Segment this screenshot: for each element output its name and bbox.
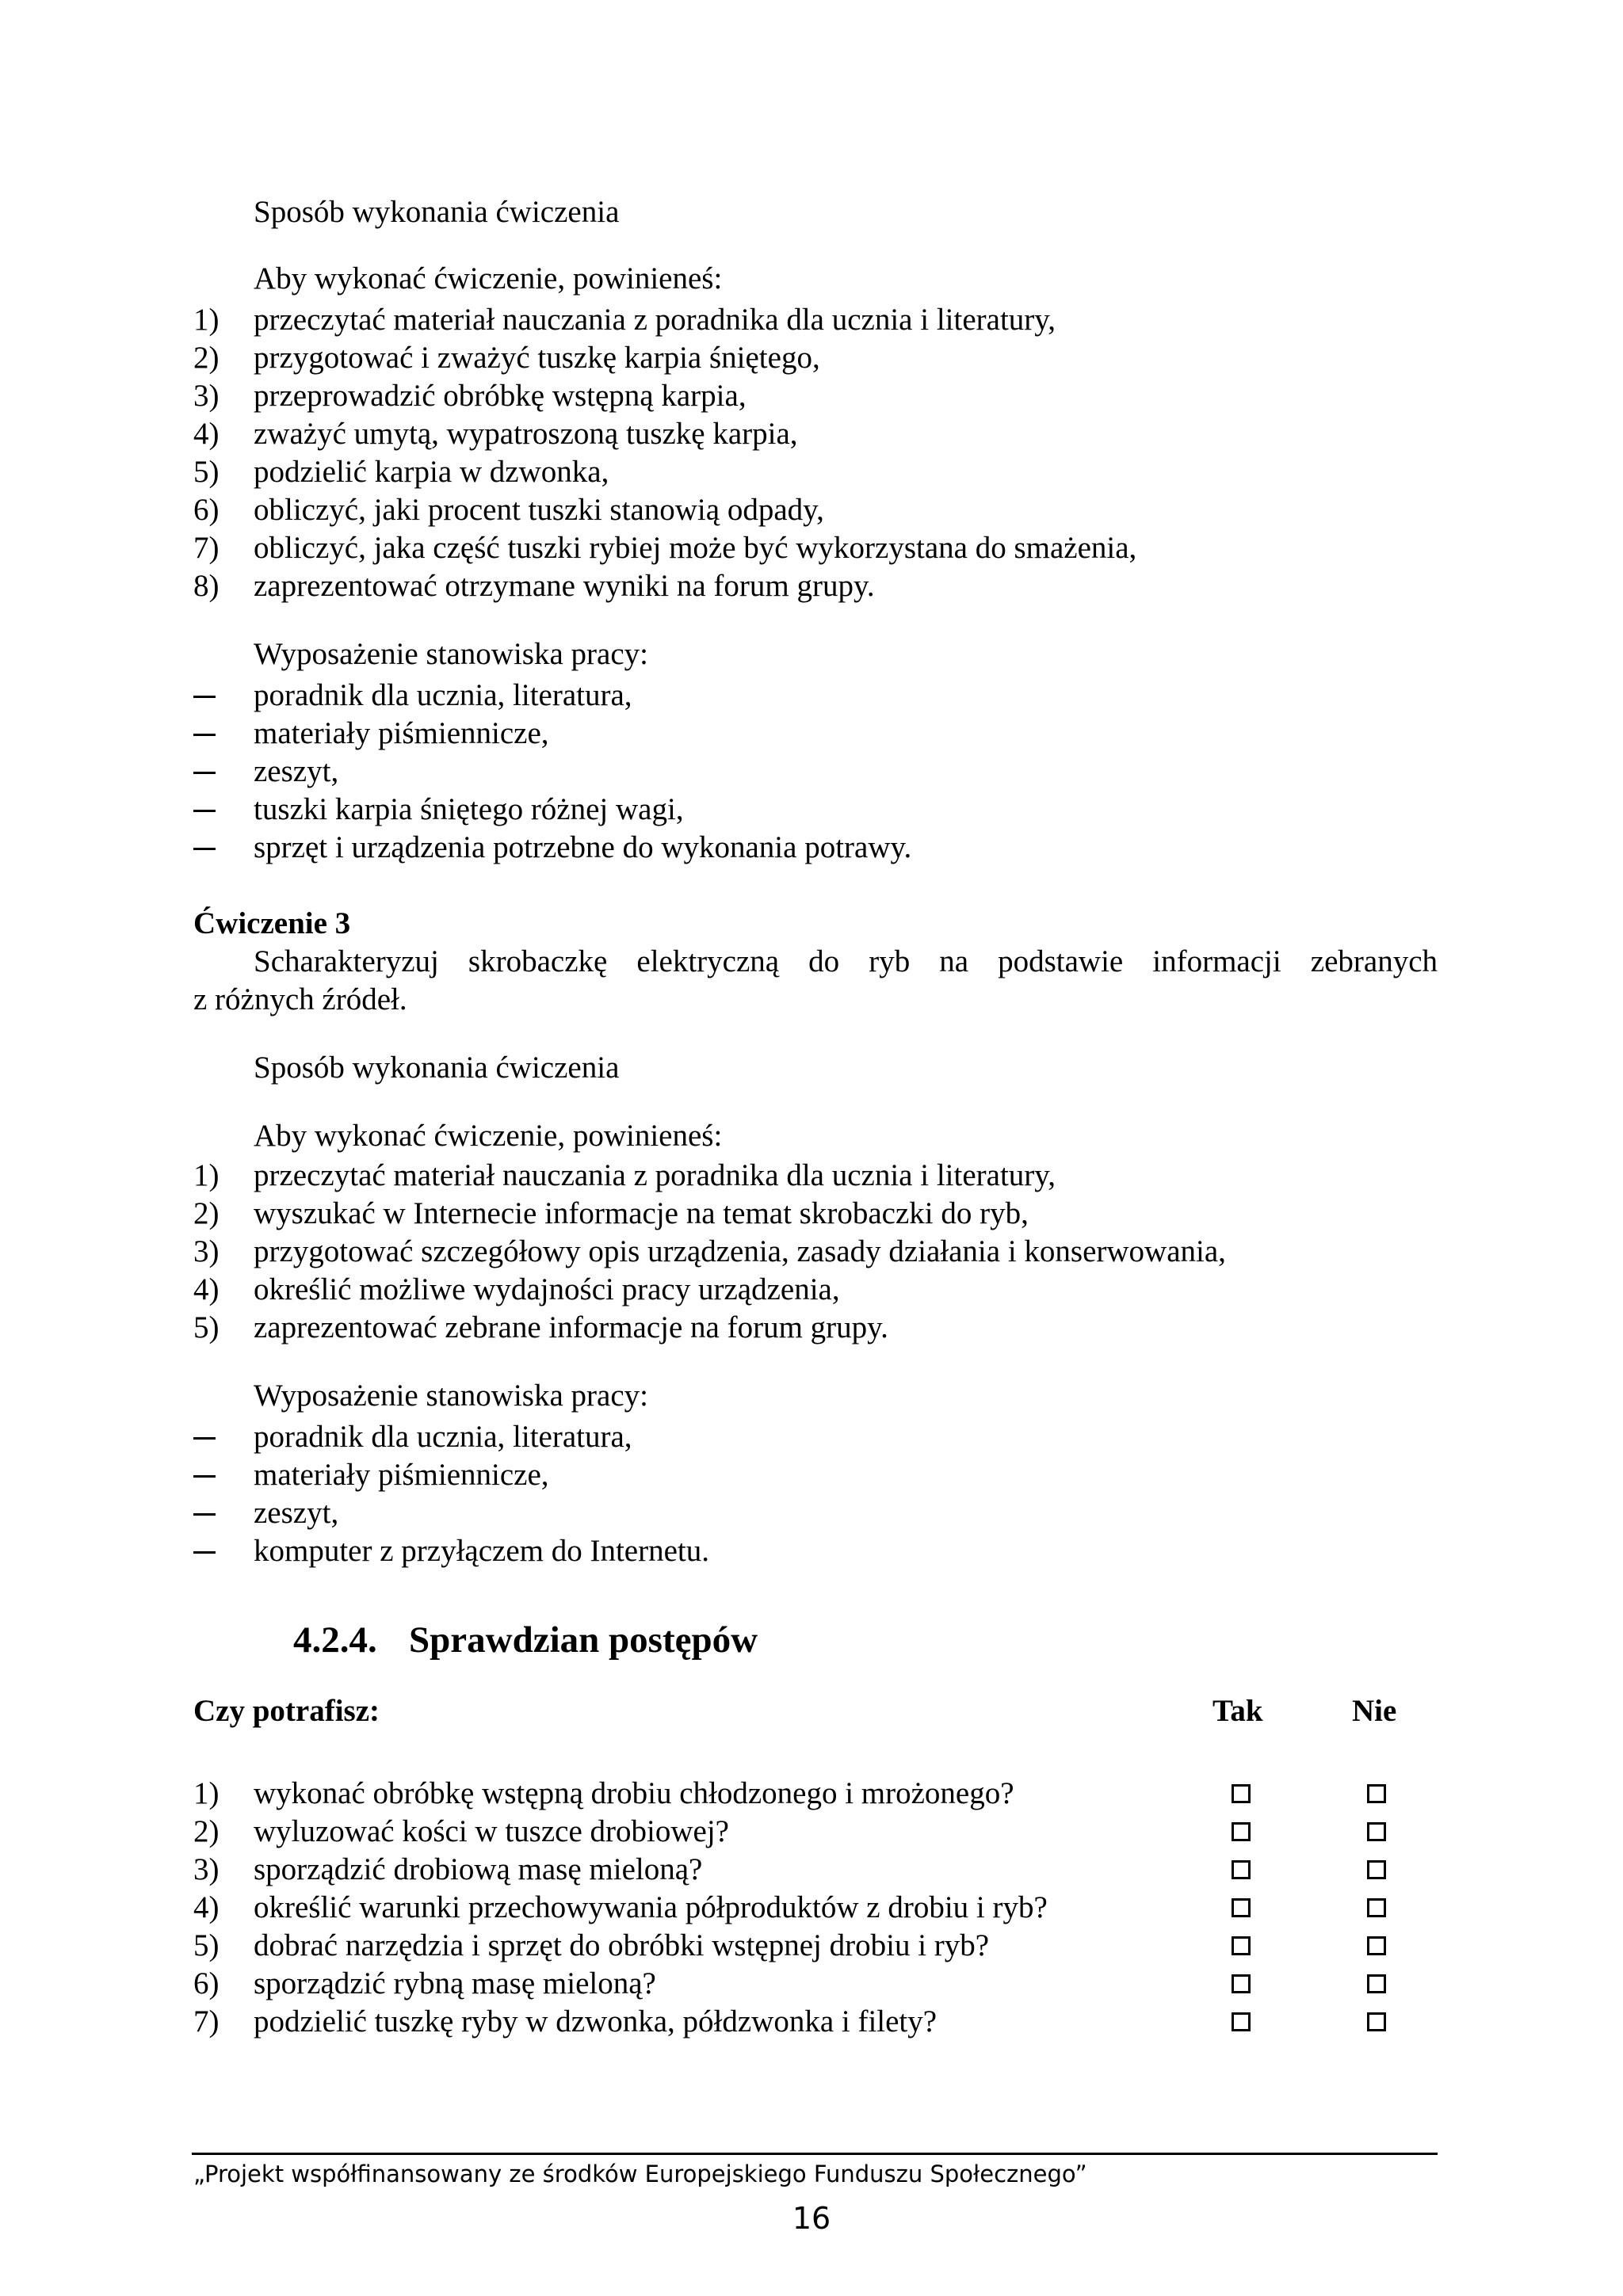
question-text: określić warunki przechowywania półproduktów z drobiu i ryb? <box>254 1890 1048 1924</box>
step-number: 8) <box>193 569 220 603</box>
step-number: 1) <box>193 1158 220 1192</box>
step-number: 6) <box>193 493 220 527</box>
equipment-item: poradnik dla ucznia, literatura, <box>254 1420 632 1454</box>
step-text: przeczytać materiał nauczania z poradnika dla ucznia i literatury, <box>254 1158 1056 1192</box>
step-number: 3) <box>193 379 220 413</box>
dash-bullet <box>193 1475 216 1478</box>
dash-bullet <box>193 1551 216 1554</box>
question-number: 6) <box>193 1966 220 2000</box>
instructions-intro: Aby wykonać ćwiczenie, powinieneś: <box>254 1119 723 1153</box>
question-number: 5) <box>193 1928 220 1962</box>
checkbox-no[interactable] <box>1367 1784 1386 1803</box>
step-text: wyszukać w Internecie informacje na temat skrobaczki do ryb, <box>254 1196 1029 1230</box>
checkbox-no[interactable] <box>1367 1822 1386 1841</box>
question-text: podzielić tuszkę ryby w dzwonka, półdzwonka i filety? <box>254 2004 938 2039</box>
step-text: obliczyć, jaka część tuszki rybiej może być wykorzystana do smażenia, <box>254 531 1137 565</box>
question-number: 3) <box>193 1852 220 1886</box>
question-text: dobrać narzędzia i sprzęt do obróbki wstępnej drobiu i ryb? <box>254 1928 990 1962</box>
method-heading: Sposób wykonania ćwiczenia <box>254 1051 620 1085</box>
question-text: sporządzić rybną masę mieloną? <box>254 1966 656 2000</box>
question-text: wykonać obróbkę wstępną drobiu chłodzonego i mrożonego? <box>254 1776 1014 1810</box>
step-text: zaprezentować zebrane informacje na forum grupy. <box>254 1310 888 1344</box>
checkbox-yes[interactable] <box>1232 1784 1251 1803</box>
step-number: 1) <box>193 303 220 337</box>
step-text: podzielić karpia w dzwonka, <box>254 455 609 489</box>
equipment-item: tuszki karpia śniętego różnej wagi, <box>254 792 684 826</box>
step-text: przygotować i zważyć tuszkę karpia śniętego, <box>254 341 820 375</box>
footer-rule <box>192 2153 1438 2155</box>
equipment-item: sprzęt i urządzenia potrzebne do wykonania potrawy. <box>254 830 912 864</box>
dash-bullet <box>193 848 216 850</box>
step-number: 3) <box>193 1234 220 1268</box>
checkbox-yes[interactable] <box>1232 2012 1251 2031</box>
step-number: 7) <box>193 531 220 565</box>
dash-bullet <box>193 772 216 774</box>
step-number: 4) <box>193 417 220 451</box>
step-number: 5) <box>193 1310 220 1344</box>
equipment-item: poradnik dla ucznia, literatura, <box>254 678 632 712</box>
checkbox-yes[interactable] <box>1232 1898 1251 1917</box>
step-number: 2) <box>193 341 220 375</box>
question-number: 2) <box>193 1814 220 1848</box>
exercise-description-line2: z różnych źródeł. <box>193 982 407 1016</box>
page-number: 16 <box>792 2201 831 2236</box>
equipment-item: komputer z przyłączem do Internetu. <box>254 1534 710 1568</box>
section-title: Sprawdzian postępów <box>409 1619 758 1661</box>
step-text: przygotować szczegółowy opis urządzenia, zasady działania i konserwowania, <box>254 1234 1226 1268</box>
dash-bullet <box>193 810 216 812</box>
section-number: 4.2.4. <box>293 1619 377 1661</box>
dash-bullet <box>193 1513 216 1516</box>
column-yes-header: Tak <box>1212 1694 1263 1728</box>
step-number: 4) <box>193 1272 220 1306</box>
question-text: sporządzić drobiową masę mieloną? <box>254 1852 703 1886</box>
equipment-heading: Wyposażenie stanowiska pracy: <box>254 637 648 671</box>
step-text: obliczyć, jaki procent tuszki stanowią odpady, <box>254 493 824 527</box>
step-text: określić możliwe wydajności pracy urządzenia, <box>254 1272 840 1306</box>
step-text: zaprezentować otrzymane wyniki na forum grupy. <box>254 569 875 603</box>
equipment-heading: Wyposażenie stanowiska pracy: <box>254 1379 648 1413</box>
dash-bullet <box>193 1437 216 1440</box>
step-number: 2) <box>193 1196 220 1230</box>
checkbox-no[interactable] <box>1367 1974 1386 1993</box>
question-header: Czy potrafisz: <box>193 1694 380 1728</box>
step-text: zważyć umytą, wypatroszoną tuszkę karpia, <box>254 417 798 451</box>
equipment-item: zeszyt, <box>254 754 339 788</box>
checkbox-yes[interactable] <box>1232 1860 1251 1879</box>
step-text: przeczytać materiał nauczania z poradnika dla ucznia i literatury, <box>254 303 1056 337</box>
dash-bullet <box>193 696 216 698</box>
question-number: 1) <box>193 1776 220 1810</box>
checkbox-no[interactable] <box>1367 2012 1386 2031</box>
instructions-intro: Aby wykonać ćwiczenie, powinieneś: <box>254 261 723 296</box>
checkbox-yes[interactable] <box>1232 1822 1251 1841</box>
dash-bullet <box>193 734 216 736</box>
exercise-title: Ćwiczenie 3 <box>193 906 351 940</box>
question-number: 4) <box>193 1890 220 1924</box>
checkbox-yes[interactable] <box>1232 1936 1251 1955</box>
step-number: 5) <box>193 455 220 489</box>
exercise-description-line1: Scharakteryzuj skrobaczkę elektryczną do ryb na podstawie informacji zebranych <box>254 944 1438 978</box>
step-text: przeprowadzić obróbkę wstępną karpia, <box>254 379 747 413</box>
question-number: 7) <box>193 2004 220 2039</box>
checkbox-no[interactable] <box>1367 1860 1386 1879</box>
checkbox-no[interactable] <box>1367 1898 1386 1917</box>
method-heading: Sposób wykonania ćwiczenia <box>254 195 620 229</box>
equipment-item: materiały piśmiennicze, <box>254 1458 549 1492</box>
footer-text: „Projekt współfinansowany ze środków Europejskiego Funduszu Społecznego” <box>193 2161 1087 2187</box>
checkbox-yes[interactable] <box>1232 1974 1251 1993</box>
question-text: wyluzować kości w tuszce drobiowej? <box>254 1814 729 1848</box>
column-no-header: Nie <box>1352 1694 1397 1728</box>
checkbox-no[interactable] <box>1367 1936 1386 1955</box>
equipment-item: materiały piśmiennicze, <box>254 716 549 750</box>
equipment-item: zeszyt, <box>254 1496 339 1530</box>
